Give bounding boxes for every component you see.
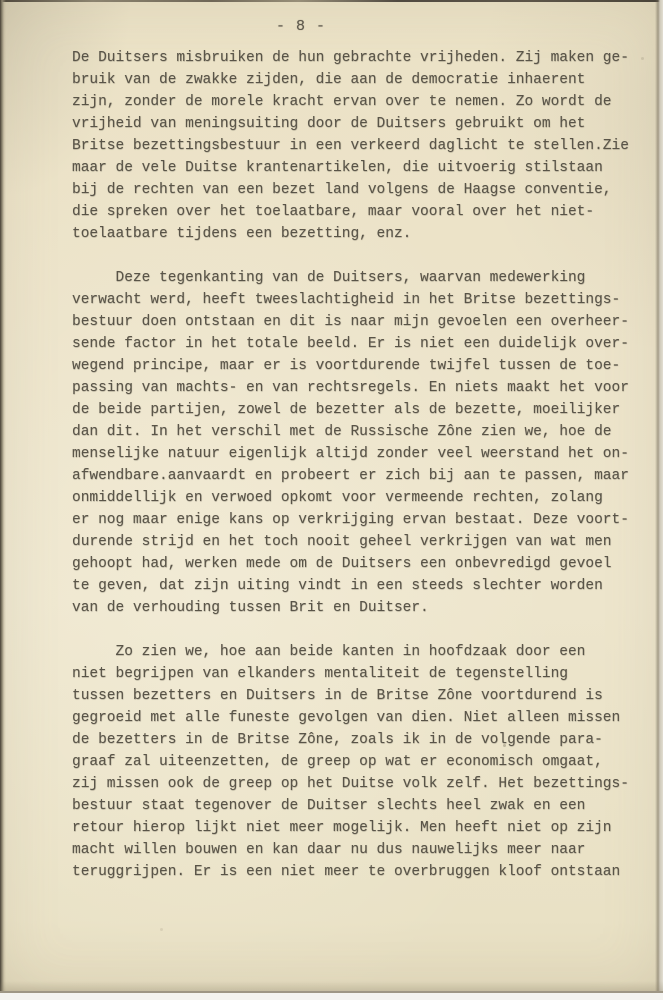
- paragraph: [72, 47, 656, 245]
- text-line: de beide partijen, zowel de bezetter als de bezette, moeilijker: [72, 402, 621, 418]
- text-line: Britse bezettingsbestuur in een verkeerd daglicht te stellen.Zie: [72, 138, 629, 154]
- text-line: er nog maar enige kans op verkrijging ervan bestaat. Deze voort-: [72, 512, 629, 528]
- text-line: te geven, dat zijn uiting vindt in een steeds slechter worden: [72, 578, 603, 594]
- document-body: [72, 47, 656, 883]
- paper-speck: [160, 928, 163, 931]
- text-line: onmiddellijk en verwoed opkomt voor vermeende rechten, zolang: [72, 490, 603, 506]
- paragraph: [72, 641, 656, 883]
- text-line: passing van machts- en van rechtsregels. En niets maakt het voor: [72, 380, 629, 396]
- text-line: graaf zal uiteenzetten, de greep op wat er economisch omgaat,: [72, 754, 603, 770]
- page-edge-top: [0, 0, 663, 2]
- text-line: De Duitsers misbruiken de hun gebrachte vrijheden. Zij maken ge-: [72, 50, 629, 66]
- text-line: gehoopt had, werken mede om de Duitsers een onbevredigd gevoel: [72, 556, 612, 572]
- page-edge-left: [0, 0, 6, 992]
- text-line: gegroeid met alle funeste gevolgen van dien. Niet alleen missen: [72, 710, 621, 726]
- text-line: verwacht werd, heeft tweeslachtigheid in het Britse bezettings-: [72, 292, 621, 308]
- paragraph: [72, 267, 656, 619]
- text-line: bestuur staat tegenover de Duitser slechts heel zwak en een: [72, 798, 586, 814]
- text-line: afwendbare.aanvaardt en probeert er zich bij aan te passen, maar: [72, 468, 629, 484]
- page-number: - 8 -: [276, 18, 327, 35]
- text-line: bestuur doen ontstaan en dit is naar mijn gevoelen een overheer-: [72, 314, 629, 330]
- page-edge-bottom-shadow: [0, 981, 663, 991]
- text-line: Zo zien we, hoe aan beide kanten in hoofdzaak door een: [72, 644, 586, 660]
- page-edge-bottom: [0, 991, 663, 1000]
- text-line: maar de vele Duitse krantenartikelen, die uitvoerig stilstaan: [72, 160, 603, 176]
- text-line: zij missen ook de greep op het Duitse volk zelf. Het bezettings-: [72, 776, 629, 792]
- text-line: macht willen bouwen en kan daar nu dus nauwelijks meer naar: [72, 842, 586, 858]
- page-edge-right: [655, 0, 663, 992]
- text-line: de bezetters in de Britse Zône, zoals ik in de volgende para-: [72, 732, 603, 748]
- text-line: zijn, zonder de morele kracht ervan over te nemen. Zo wordt de: [72, 94, 612, 110]
- text-line: retour hierop lijkt niet meer mogelijk. Men heeft niet op zijn: [72, 820, 612, 836]
- text-line: niet begrijpen van elkanders mentaliteit de tegenstelling: [72, 666, 568, 682]
- text-line: dan dit. In het verschil met de Russische Zône zien we, hoe de: [72, 424, 612, 440]
- text-line: Deze tegenkanting van de Duitsers, waarvan medewerking: [72, 270, 586, 286]
- text-line: teruggrijpen. Er is een niet meer te overbruggen kloof ontstaan: [72, 864, 621, 880]
- text-line: tussen bezetters en Duitsers in de Britse Zône voortdurend is: [72, 688, 603, 704]
- text-line: toelaatbare tijdens een bezetting, enz.: [72, 226, 412, 242]
- text-line: vrijheid van meningsuiting door de Duitsers gebruikt om het: [72, 116, 586, 132]
- text-line: bruik van de zwakke zijden, die aan de democratie inhaerent: [72, 72, 586, 88]
- text-line: bij de rechten van een bezet land volgens de Haagse conventie,: [72, 182, 612, 198]
- text-line: sende factor in het totale beeld. Er is niet een duidelijk over-: [72, 336, 629, 352]
- text-line: wegend principe, maar er is voortdurende twijfel tussen de toe-: [72, 358, 621, 374]
- text-line: durende strijd en het toch nooit geheel verkrijgen van wat men: [72, 534, 612, 550]
- text-line: menselijke natuur eigenlijk altijd zonder veel weerstand het on-: [72, 446, 629, 462]
- text-line: van de verhouding tussen Brit en Duitser.: [72, 600, 429, 616]
- text-line: die spreken over het toelaatbare, maar vooral over het niet-: [72, 204, 595, 220]
